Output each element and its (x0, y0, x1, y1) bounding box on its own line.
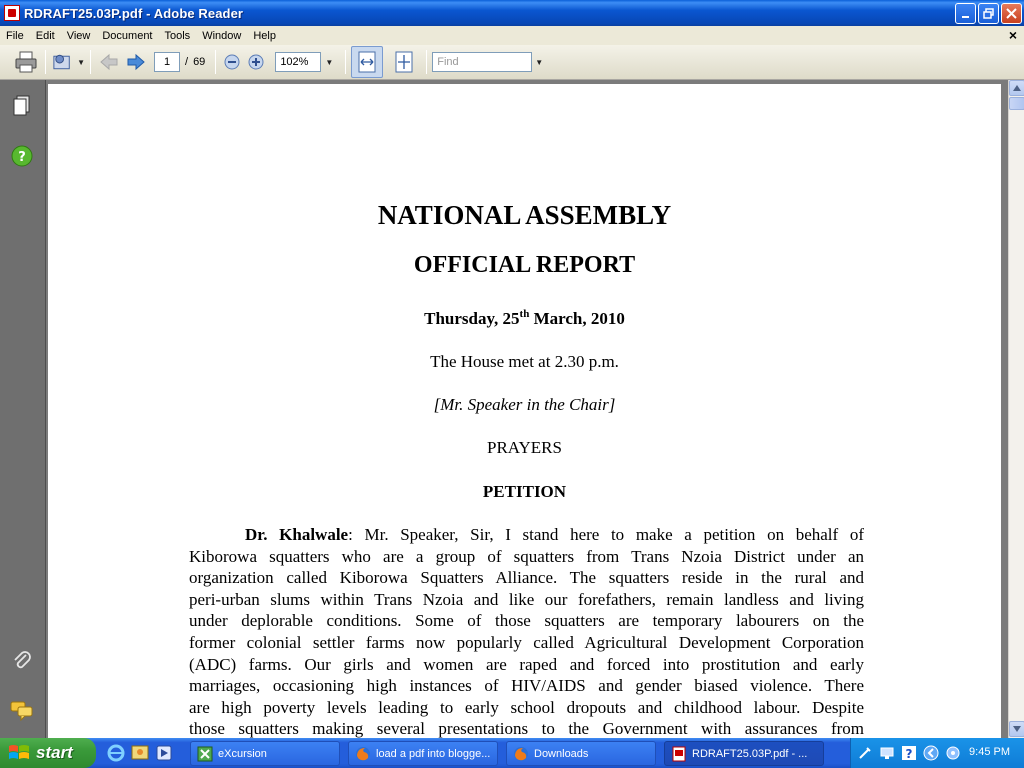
menu-edit[interactable]: Edit (35, 29, 55, 42)
quick-launch (106, 743, 174, 763)
paragraph-line: former colonial settler farms now popularly called Agricultural Development Corporation (189, 633, 864, 652)
paragraph-line (245, 524, 864, 546)
arrow-right-icon (126, 53, 146, 71)
pages-panel-button[interactable] (10, 94, 34, 118)
vertical-scrollbar[interactable] (1008, 80, 1024, 738)
previous-page-button[interactable] (96, 49, 122, 75)
toolbar-separator (45, 50, 46, 74)
system-clock: 9:45 PM (969, 746, 1010, 758)
firefox-icon (355, 746, 371, 762)
paragraph-line: peri-urban slums within Trans Nzoia and like our forefathers, remain landless and living (189, 589, 864, 609)
find-dropdown-chevron-icon[interactable]: ▼ (535, 57, 544, 67)
title-bar[interactable] (0, 0, 1024, 26)
close-button[interactable] (1001, 3, 1022, 24)
svg-text:?: ? (18, 150, 26, 165)
menu-window[interactable]: Window (202, 29, 242, 42)
taskbar (0, 738, 1024, 768)
scroll-up-button[interactable] (1009, 80, 1024, 96)
paragraph-line: organization called Kiborowa Squatters Alliance. The squatters reside in the rural and (189, 568, 864, 588)
house-met-time: The House met at 2.30 p.m. (430, 352, 619, 371)
scroll-down-button[interactable] (1009, 721, 1024, 737)
paragraph-line: Kiborowa squatters who are a group of squatters from Trans Nzoia District under an (189, 546, 864, 566)
minimize-button[interactable] (955, 3, 976, 24)
minimize-icon (961, 9, 971, 19)
zoom-in-button[interactable] (243, 49, 269, 75)
toolbar-separator (426, 50, 427, 74)
email-tool-icon (51, 51, 74, 73)
zoom-dropdown-chevron-icon[interactable]: ▼ (325, 57, 334, 67)
restore-icon (983, 8, 994, 19)
pages-icon (12, 95, 32, 117)
start-button[interactable] (0, 738, 96, 768)
page-separator: / (185, 56, 189, 68)
paperclip-icon (11, 649, 33, 671)
heading-national-assembly: NATIONAL ASSEMBLY (377, 200, 672, 230)
firefox-icon (513, 746, 529, 762)
session-date (48, 308, 1001, 329)
zoom-out-button[interactable] (221, 49, 243, 75)
network-icon[interactable] (879, 745, 895, 761)
fit-width-button[interactable] (351, 46, 383, 78)
task-label: RDRAFT25.03P.pdf - ... (692, 747, 808, 760)
paragraph-line: marriages, occasioning high instances of HIV/AIDS and gender biased violence. There (189, 676, 864, 696)
paragraph-line: those squatters making several presentations to the Government with assurances from (189, 719, 864, 738)
zoom-level-field[interactable]: 102% (275, 52, 321, 72)
printer-icon (14, 51, 38, 73)
petition-heading: PETITION (482, 482, 567, 501)
page-number-input[interactable]: 1 (154, 52, 180, 72)
document-close-button[interactable]: × (1008, 27, 1017, 43)
print-button[interactable] (12, 49, 40, 75)
svg-text:?: ? (905, 747, 913, 761)
excursion-app-icon (197, 746, 213, 762)
paragraph-text: : Mr. Speaker, Sir, I stand here to make a petition on behalf of (348, 525, 864, 544)
page-total: 69 (193, 56, 206, 68)
help-icon (11, 145, 33, 167)
arrow-up-icon (1013, 85, 1021, 91)
close-icon (1006, 8, 1017, 19)
menu-tools[interactable]: Tools (164, 29, 191, 42)
email-button[interactable] (51, 49, 85, 75)
toolbar-separator (345, 50, 346, 74)
internet-explorer-icon[interactable] (106, 743, 126, 763)
attachments-panel-button[interactable] (10, 648, 34, 672)
system-tray (850, 738, 1024, 768)
audio-icon[interactable] (945, 745, 961, 761)
menu-help[interactable]: Help (253, 29, 276, 42)
media-player-icon[interactable] (154, 743, 174, 763)
toolbar-separator (215, 50, 216, 74)
fit-page-button[interactable] (387, 49, 421, 75)
window-controls (955, 3, 1022, 24)
fit-page-icon (394, 51, 414, 73)
windows-logo-icon (8, 743, 30, 763)
speaker-name: Dr. Khalwale (245, 525, 349, 544)
start-label: start (36, 743, 73, 762)
chevron-left-icon[interactable] (923, 745, 939, 761)
paragraph-line: under deplorable conditions. Some of those squatters are temporary labourers on the (189, 611, 864, 631)
task-label: eXcursion (218, 747, 267, 760)
task-adobe-reader[interactable] (664, 741, 824, 766)
pdf-page (48, 84, 1001, 738)
chair-note: [Mr. Speaker in the Chair] (433, 395, 616, 414)
task-label: Downloads (534, 747, 589, 760)
pdf-file-icon (671, 746, 687, 762)
tool-icon[interactable] (857, 745, 873, 761)
restore-button[interactable] (978, 3, 999, 24)
menu-document[interactable]: Document (102, 29, 153, 42)
paragraph-line: (ADC) farms. Our girls and women are raped and forced into prostitution and early (189, 654, 864, 674)
show-desktop-icon[interactable] (130, 743, 150, 763)
comments-icon (10, 699, 34, 721)
pdf-app-icon (4, 5, 20, 21)
task-excursion[interactable] (190, 741, 340, 766)
comments-panel-button[interactable] (10, 698, 34, 722)
heading-official-report: OFFICIAL REPORT (413, 252, 636, 278)
scroll-thumb[interactable] (1009, 97, 1024, 110)
toolbar (0, 45, 1024, 80)
window-title: RDRAFT25.03P.pdf - Adobe Reader (24, 5, 244, 21)
date-suffix-sup: th (519, 308, 530, 320)
menu-view[interactable]: View (66, 29, 91, 42)
task-label: load a pdf into blogge... (376, 747, 491, 760)
zoom-out-icon (224, 54, 240, 70)
navigation-panel (0, 80, 46, 738)
help-button[interactable] (10, 144, 34, 168)
prayers-heading: PRAYERS (487, 438, 562, 457)
task-firefox-blogger[interactable] (348, 741, 498, 766)
fit-width-icon (357, 51, 377, 73)
menu-file[interactable]: File (6, 29, 24, 42)
chevron-down-icon: ▼ (77, 57, 85, 67)
task-downloads[interactable] (506, 741, 656, 766)
arrow-left-icon (99, 53, 119, 71)
toolbar-separator (90, 50, 91, 74)
arrow-down-icon (1013, 726, 1021, 732)
document-view[interactable] (46, 80, 1008, 738)
next-page-button[interactable] (122, 49, 150, 75)
zoom-in-icon (248, 54, 264, 70)
menu-bar (0, 26, 1024, 45)
date-prefix: Thursday, 25 (424, 309, 520, 328)
date-rest: March, 2010 (529, 309, 625, 328)
help-tray-icon[interactable] (901, 745, 917, 761)
paragraph-line: are high poverty levels leading to early school dropouts and childhood labour. Despite (189, 697, 864, 717)
find-input[interactable]: Find (432, 52, 532, 72)
